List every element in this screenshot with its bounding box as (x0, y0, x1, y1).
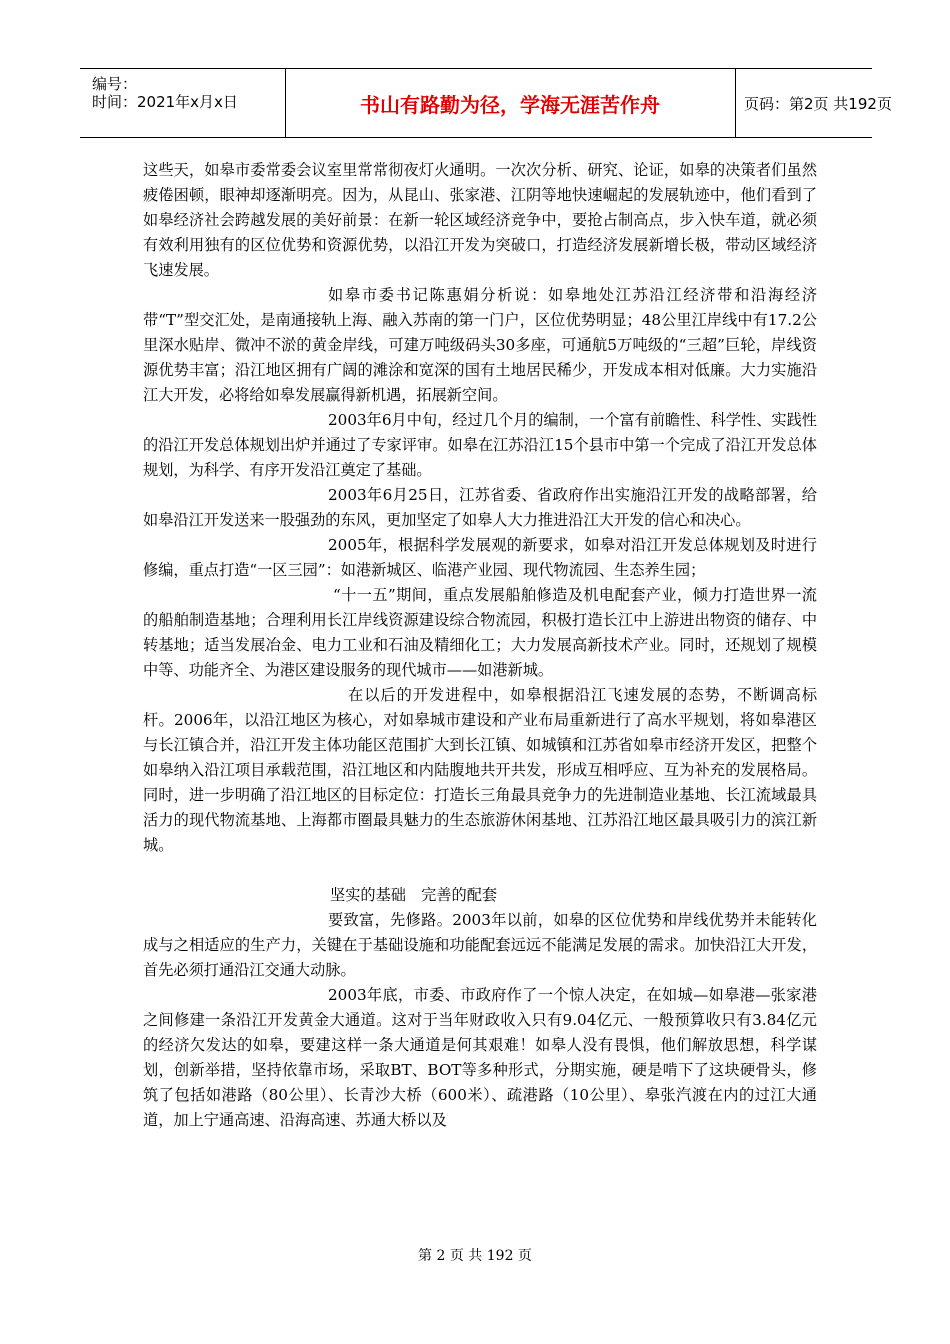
document-number-label: 编号： (92, 75, 138, 93)
header-page-info: 页码：第2页 共192页 (744, 94, 892, 113)
header-motto: 书山有路勤为径，学海无涯苦作舟 (360, 92, 660, 117)
header-meta-cell (80, 69, 285, 137)
body-paragraph: 这些天，如皋市委常委会议室里常常彻夜灯火通明。一次次分析、研究、论证，如皋的决策者们虽然疲倦困顿，眼神却逐渐明亮。因为，从昆山、张家港、江阴等地快速崛起的发展轨迹中，他们看到了如皋经济社会跨越发展的美好前景：在新一轮区域经济竞争中，要抢占制高点，步入快车道，就必须有效利用独有的区位优势和资源优势，以沿江开发为突破口，打造经济发展新增长极，带动区域经济飞速发展。 (143, 161, 817, 279)
section-heading: 坚实的基础 完善的配套 (330, 886, 498, 904)
body-paragraph: 2003年底，市委、市政府作了一个惊人决定，在如城—如皋港—张家港之间修建一条沿江开发黄金大通道。这对于当年财政收入只有9.04亿元、一般预算收只有3.84亿元的经济欠发达的如皋，要建这样一条大通道是何其艰难！如皋人没有畏惧，他们解放思想，科学谋划，创新举措，坚持依靠市场，采取BT、BOT等多种形式，分期实施，硬是啃下了这块硬骨头，修筑了包括如港路（80公里）、长青沙大桥（600米）、疏港路（10公里）、皋张汽渡在内的过江大通道，加上宁通高速、沿海高速、苏通大桥以及 (143, 986, 817, 1129)
document-date-label: 时间：2021年x月x日 (92, 93, 238, 111)
body-paragraph: “十一五”期间，重点发展船舶修造及机电配套产业，倾力打造世界一流的船舶制造基地；合理利用长江岸线资源建设综合物流园，积极打造长江中上游进出物资的储存、中转基地；适当发展冶金、电力工业和石油及精细化工；大力发展高新技术产业。同时，还规划了规模中等、功能齐全、为港区建设服务的现代城市——如港新城。 (143, 586, 817, 679)
body-paragraph: 要致富，先修路。2003年以前，如皋的区位优势和岸线优势并未能转化成与之相适应的生产力，关键在于基础设施和功能配套远远不能满足发展的需求。加快沿江大开发，首先必须打通沿江交通大动脉。 (143, 911, 817, 979)
body-paragraph: 2005年，根据科学发展观的新要求，如皋对沿江开发总体规划及时进行修编，重点打造“一区三园”：如港新城区、临港产业园、现代物流园、生态养生园； (143, 536, 817, 579)
document-body (143, 158, 817, 1133)
body-paragraph: 2003年6月中旬，经过几个月的编制，一个富有前瞻性、科学性、实践性的沿江开发总体规划出炉并通过了专家评审。如皋在江苏沿江15个县市中第一个完成了沿江开发总体规划，为科学、有序开发沿江奠定了基础。 (143, 411, 817, 479)
body-paragraph: 在以后的开发进程中，如皋根据沿江飞速发展的态势，不断调高标杆。2006年，以沿江地区为核心，对如皋城市建设和产业布局重新进行了高水平规划，将如皋港区与长江镇合并，沿江开发主体功能区范围扩大到长江镇、如城镇和江苏省如皋市经济开发区，把整个如皋纳入沿江项目承载范围，沿江地区和内陆腹地共开共发，形成互相呼应、互为补充的发展格局。同时，进一步明确了沿江地区的目标定位：打造长三角最具竞争力的先进制造业基地、长江流域最具活力的现代物流基地、上海都市圈最具魅力的生态旅游休闲基地、江苏沿江地区最具吸引力的滨江新城。 (143, 686, 817, 854)
page-footer: 第 2 页 共 192 页 (418, 1248, 532, 1264)
page-header-table (80, 68, 892, 138)
body-paragraph: 如皋市委书记陈惠娟分析说：如皋地处江苏沿江经济带和沿海经济带“T”型交汇处，是南通接轨上海、融入苏南的第一门户，区位优势明显；48公里江岸线中有17.2公里深水贴岸、微冲不淤的黄金岸线，可建万吨级码头30多座，可通航5万吨级的“三超”巨轮，岸线资源优势丰富；沿江地区拥有广阔的滩涂和宽深的国有土地居民稀少，开发成本相对低廉。大力实施沿江大开发，必将给如皋发展赢得新机遇，拓展新空间。 (143, 286, 817, 404)
body-paragraph: 2003年6月25日，江苏省委、省政府作出实施沿江开发的战略部署，给如皋沿江开发送来一股强劲的东风，更加坚定了如皋人大力推进沿江大开发的信心和决心。 (143, 486, 817, 529)
